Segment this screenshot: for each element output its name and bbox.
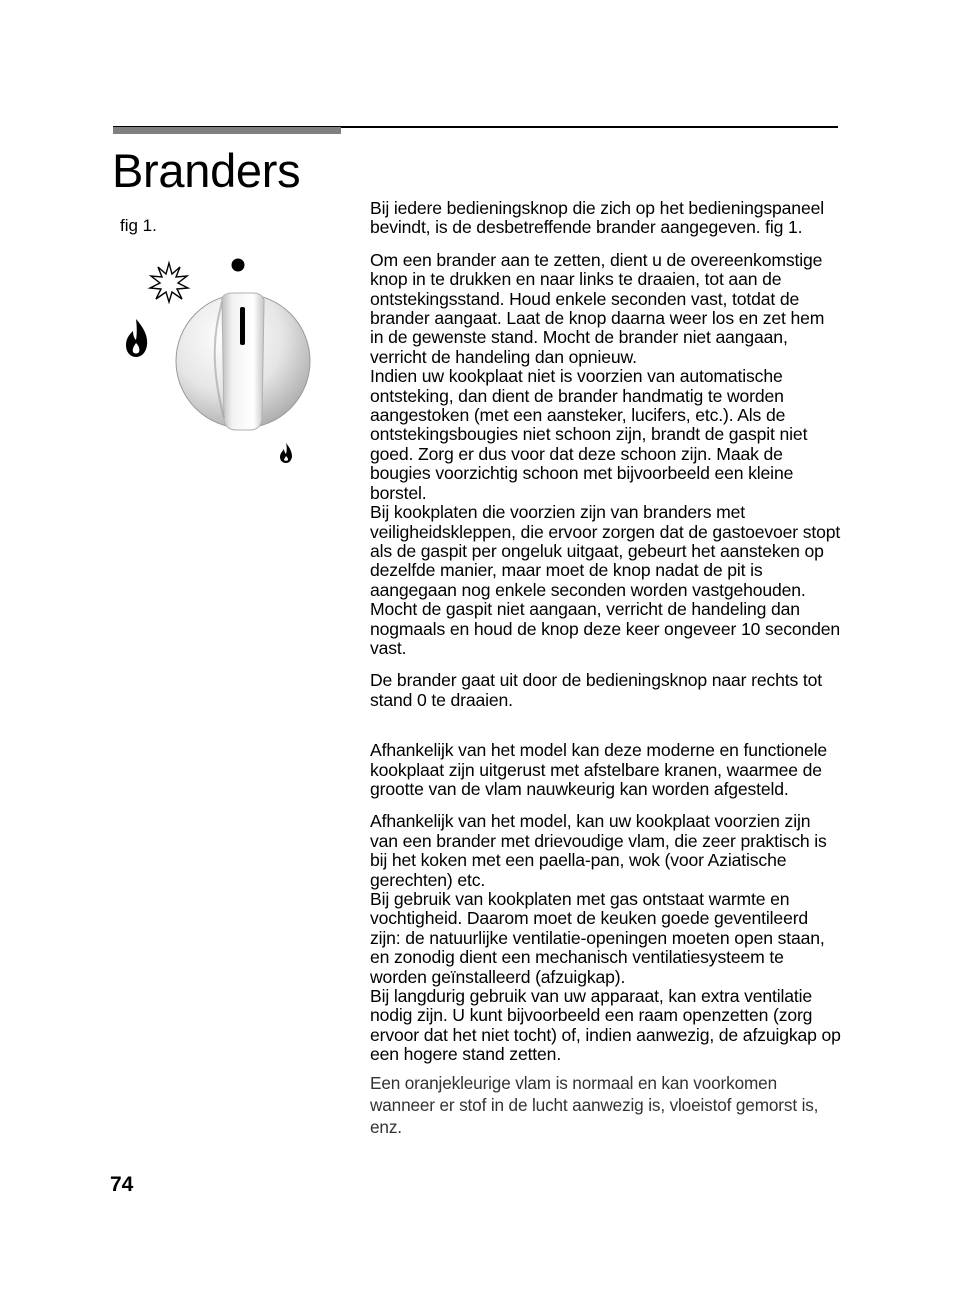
burner-knob-illustration — [118, 250, 338, 470]
paragraph: Een oranjekleurige vlam is normaal en kan voorkomen wanneer er stof in de lucht aanwezig is, vloeistof gemorst is, enz. — [370, 1072, 819, 1137]
header-rule-accent — [113, 127, 341, 134]
burner-knob-figure — [118, 250, 338, 470]
body-text — [370, 199, 842, 1138]
paragraph: Bij gebruik van kookplaten met gas ontstaat warmte en vochtigheid. Daarom moet de keuken goede geventileerd zijn: de natuurlijke ventilatie-openingen moeten open staan, en zonodig dient een mechanisch ventilatiesysteem te worden geïnstalleerd (afzuigkap). — [370, 889, 825, 987]
paragraph: Bij langdurig gebruik van uw apparaat, kan extra ventilatie nodig zijn. U kunt bijvoorbeeld een raam openzetten (zorg ervoor dat het niet tocht) of, indien aanwezig, de afzuigkap op een hogere stand zetten. — [370, 986, 841, 1065]
page-number: 74 — [110, 1173, 134, 1196]
paragraph: Afhankelijk van het model, kan uw kookplaat voorzien zijn van een brander met drievoudige vlam, die zeer praktisch is bij het koken met een paella-pan, wok (voor Aziatische gerechten) etc. — [370, 811, 827, 890]
paragraph: Om een brander aan te zetten, dient u de overeenkomstige knop in te drukken en naar links te draaien, tot aan de ontstekingsstand. Houd enkele seconden vast, totdat de brander aangaat. Laat de knop daarna weer los en zet hem in de gewenste stand. Mocht de brander niet aangaan, verricht de handeling dan opnieuw. — [370, 249, 825, 367]
paragraph: Bij kookplaten die voorzien zijn van branders met veiligheidskleppen, die ervoor zorgen dat de gastoevoer stopt als de gaspit per ongeluk uitgaat, gebeurt het aansteken op dezelfde manier, maar moet de knop nadat de pit is aangegaan nog enkele seconden worden vastgehouden. Mocht de gaspit niet aangaan, verricht de handeling dan nogmaals en houd de knop deze keer ongeveer 10 seconden vast. — [370, 502, 841, 658]
small-flame-icon — [280, 443, 292, 463]
page-title: Branders — [112, 144, 301, 197]
paragraph: De brander gaat uit door de bedieningsknop naar rechts tot stand 0 te draaien. — [370, 670, 822, 710]
paragraph: Indien uw kookplaat niet is voorzien van automatische ontsteking, dan dient de brander handmatig te worden aangestoken (met een aansteker, lucifers, etc.). Als de ontstekingsbougies niet schoon zijn, brandt de gaspit niet goed. Zorg er dus voor dat deze schoon zijn. Maak de bougies voorzichtig schoon met bijvoorbeeld een kleine borstel. — [370, 366, 808, 503]
paragraph: Bij iedere bedieningsknop die zich op het bedieningspaneel bevindt, is de desbetreffende brander aangegeven. fig 1. — [370, 198, 824, 238]
large-flame-icon — [126, 319, 147, 357]
figure-caption: fig 1. — [120, 216, 157, 235]
spark-icon — [150, 263, 188, 302]
paragraph: Afhankelijk van het model kan deze moderne en functionele kookplaat zijn uitgerust met afstelbare kranen, waarmee de grootte van de vlam nauwkeurig kan worden afgesteld. — [370, 740, 828, 799]
dot-icon — [232, 259, 245, 272]
control-knob — [176, 293, 310, 430]
